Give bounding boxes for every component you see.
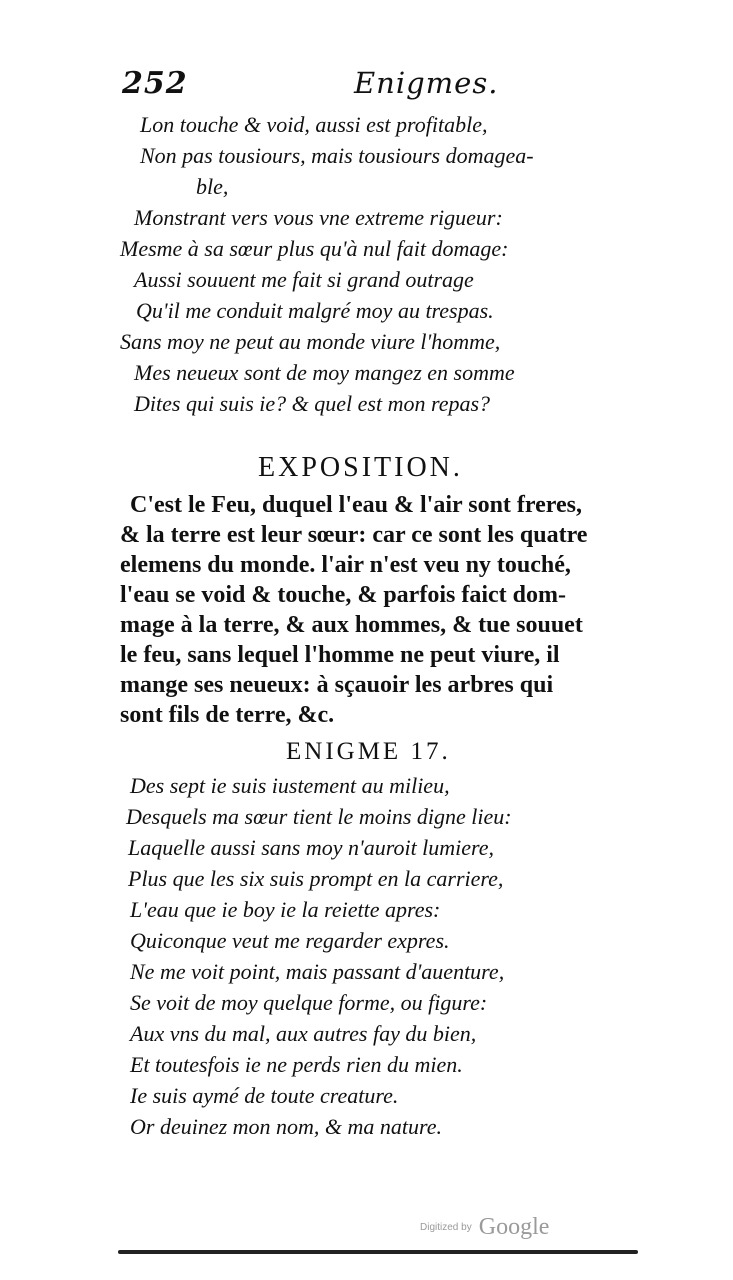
verse-line: Et toutesfois ie ne perds rien du mien.: [130, 1052, 463, 1077]
verse-line: Lon touche & void, aussi est profitable,: [140, 112, 488, 137]
watermark-brand: Google: [478, 1214, 550, 1240]
running-title: Enigmes.: [354, 66, 499, 100]
verse-line: Ie suis aymé de toute creature.: [130, 1083, 399, 1108]
watermark-prefix: Digitized by: [420, 1222, 472, 1233]
prose-line: mange ses neueux: à sçauoir les arbres qui: [120, 672, 554, 698]
riddle-verse: [120, 109, 660, 419]
verse-line: L'eau que ie boy ie la reiette apres:: [130, 897, 441, 922]
verse-line: Aussi souuent me fait si grand outrage: [134, 267, 474, 292]
verse-line: Des sept ie suis iustement au milieu,: [130, 773, 450, 798]
verse-line: Ne me voit point, mais passant d'auenture,: [130, 959, 505, 984]
verse-line: Desquels ma sœur tient le moins digne lieu:: [126, 804, 512, 829]
prose-line: l'eau se void & touche, & parfois faict dom-: [120, 582, 566, 608]
verse-line: Qu'il me conduit malgré moy au trespas.: [136, 298, 494, 323]
prose-line: C'est le Feu, duquel l'eau & l'air sont freres,: [130, 492, 582, 518]
prose-line: elemens du monde. l'air n'est veu ny touché,: [120, 552, 571, 578]
exposition-heading: EXPOSITION.: [258, 452, 463, 483]
page-header: [110, 62, 630, 106]
page-bottom-edge: [118, 1250, 638, 1254]
verse-line: Aux vns du mal, aux autres fay du bien,: [130, 1021, 477, 1046]
verse-line: Laquelle aussi sans moy n'auroit lumiere,: [128, 835, 495, 860]
prose-line: & la terre est leur sœur: car ce sont les quatre: [120, 522, 588, 548]
verse-line: Non pas tousiours, mais tousiours domagea-: [140, 143, 534, 168]
exposition-text: [120, 490, 646, 730]
prose-line: mage à la terre, & aux hommes, & tue souuet: [120, 612, 583, 638]
verse-line: Se voit de moy quelque forme, ou figure:: [130, 990, 488, 1015]
verse-line: Monstrant vers vous vne extreme rigueur:: [134, 205, 503, 230]
page-number: 252: [122, 66, 188, 101]
prose-line: le feu, sans lequel l'homme ne peut viure, il: [120, 642, 560, 668]
verse-line: Sans moy ne peut au monde viure l'homme,: [120, 329, 501, 354]
enigme-heading: ENIGME 17.: [286, 738, 451, 765]
verse-line: Mes neueux sont de moy mangez en somme: [134, 360, 515, 385]
prose-line: sont fils de terre, &c.: [120, 702, 335, 728]
verse-line: Mesme à sa sœur plus qu'à nul fait domage:: [120, 236, 509, 261]
verse-line: Quiconque veut me regarder expres.: [130, 928, 450, 953]
enigme-verse: [120, 770, 600, 1142]
verse-line: Plus que les six suis prompt en la carriere,: [128, 866, 504, 891]
verse-line: Or deuinez mon nom, & ma nature.: [130, 1114, 443, 1139]
digitization-watermark: [420, 1214, 549, 1241]
verse-line: Dites qui suis ie? & quel est mon repas?: [134, 391, 491, 416]
verse-line: ble,: [196, 174, 229, 199]
